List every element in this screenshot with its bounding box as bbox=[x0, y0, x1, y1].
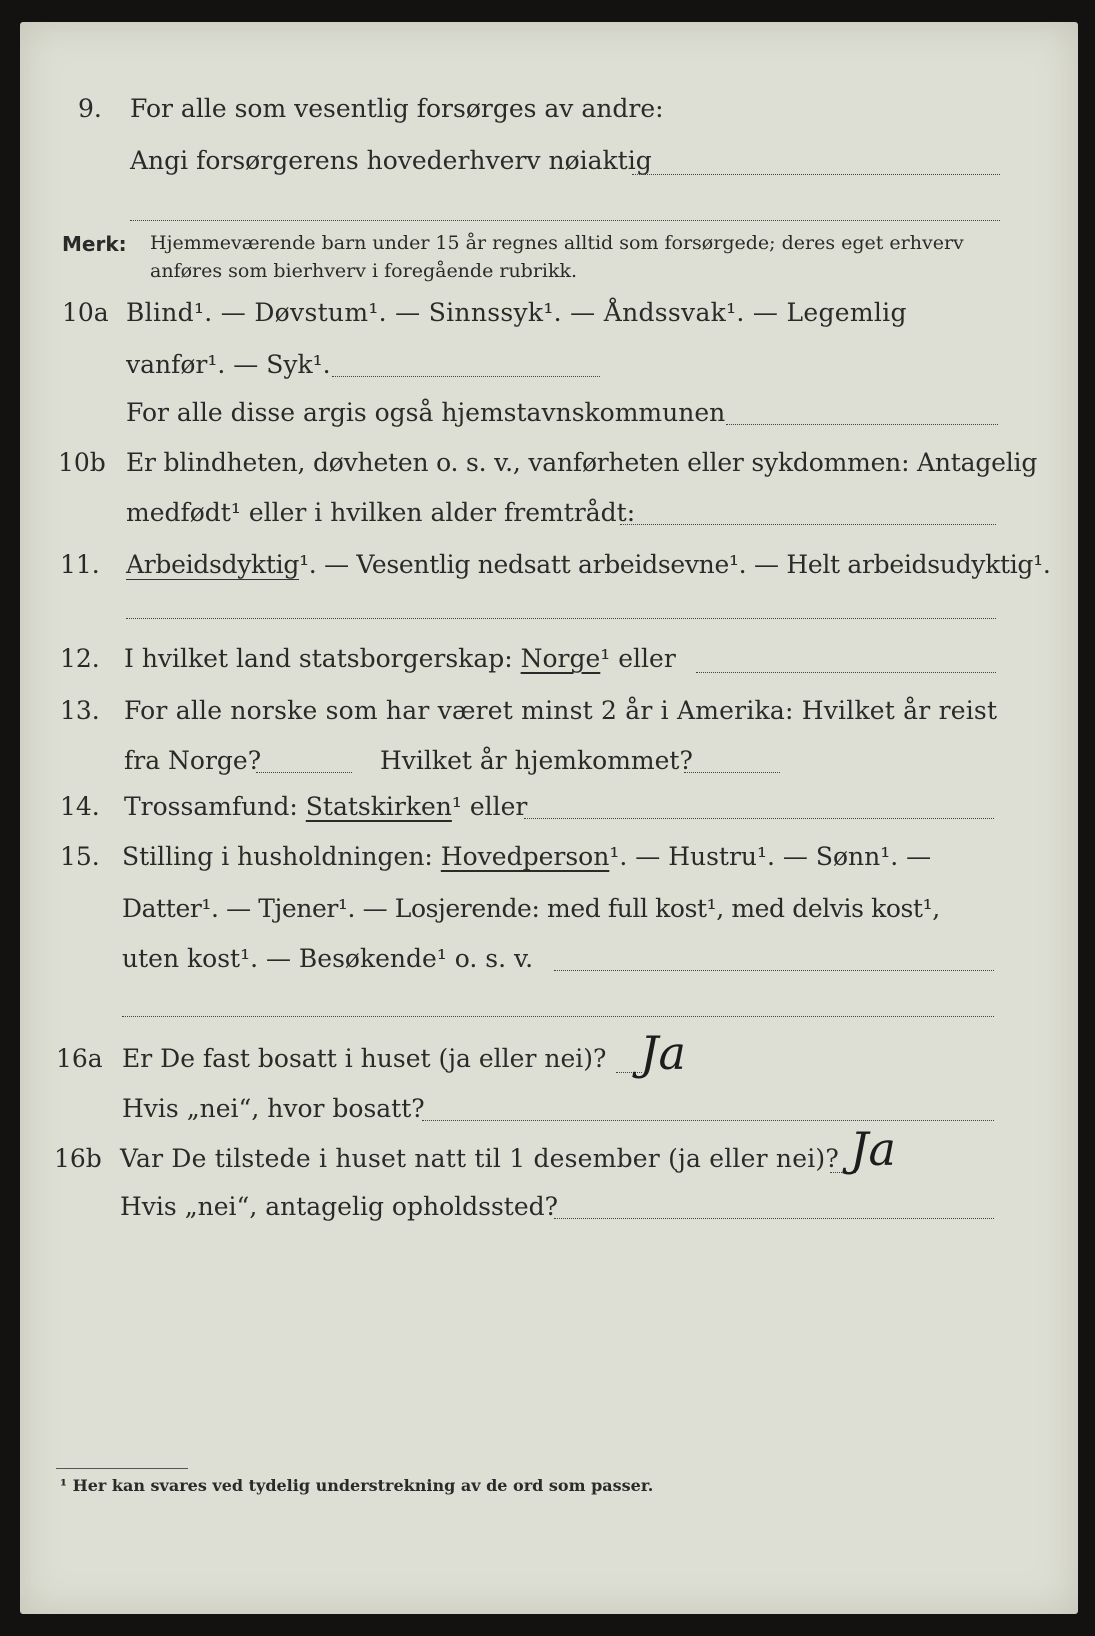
q15-line3: uten kost¹. — Besøkende¹ o. s. v. bbox=[122, 944, 534, 973]
q11-rest: ¹. — Vesentlig nedsatt arbeidsevne¹. — Helt arbeidsudyktig¹. bbox=[299, 550, 1051, 579]
q16a-bosatt-field[interactable] bbox=[422, 1120, 994, 1121]
q12-answer-field[interactable] bbox=[696, 672, 996, 673]
q13-line2b: Hvilket år hjemkommet? bbox=[380, 746, 693, 775]
q14-prefix: Trossamfund: bbox=[124, 792, 306, 821]
q14-answer-statskirken: Statskirken bbox=[305, 792, 452, 821]
q10b-number: 10b bbox=[58, 448, 106, 477]
q15-prefix: Stilling i husholdningen: bbox=[122, 842, 441, 871]
q10a-line3: For alle disse argis også hjemstavnskommunen bbox=[126, 398, 726, 427]
q16a-line1: Er De fast bosatt i huset (ja eller nei)? bbox=[122, 1044, 607, 1073]
q12-prefix: I hvilket land statsborgerskap: bbox=[124, 644, 521, 673]
merk-label: Merk: bbox=[62, 232, 127, 256]
q15-number: 15. bbox=[60, 842, 100, 871]
q12-suffix: ¹ eller bbox=[600, 644, 676, 673]
q13-number: 13. bbox=[60, 696, 100, 725]
q12-answer-norge: Norge bbox=[520, 644, 601, 673]
q16a-number: 16a bbox=[56, 1044, 103, 1073]
q9-line2: Angi forsørgerens hovederhverv nøiaktig bbox=[130, 146, 652, 175]
q15-suffix: ¹. — Hustru¹. — Sønn¹. — bbox=[609, 842, 932, 871]
q16a-answer-field[interactable] bbox=[616, 1072, 642, 1073]
q12-number: 12. bbox=[60, 644, 100, 673]
merk-line2: anføres som bierhverv i foregående rubrikk. bbox=[150, 260, 578, 282]
q10a-number: 10a bbox=[62, 298, 109, 327]
q10a-syk-field[interactable] bbox=[332, 376, 600, 377]
q16b-number: 16b bbox=[54, 1144, 102, 1173]
q16a-handwritten-answer: Ja bbox=[640, 1026, 686, 1080]
q11-line bbox=[126, 550, 1051, 580]
q11-arbeidsdyktig: Arbeidsdyktig bbox=[126, 550, 300, 579]
q15-line1 bbox=[122, 842, 931, 872]
footnote: ¹ Her kan svares ved tydelig understrekning av de ord som passer. bbox=[60, 1476, 654, 1495]
q14-answer-field[interactable] bbox=[524, 818, 994, 819]
footnote-divider bbox=[56, 1468, 188, 1469]
q10a-line1: Blind¹. — Døvstum¹. — Sinnssyk¹. — Åndssvak¹. — Legemlig bbox=[126, 298, 907, 327]
q11-number: 11. bbox=[60, 550, 100, 579]
q10a-line2: vanfør¹. — Syk¹. bbox=[126, 350, 331, 379]
q9-answer-field[interactable] bbox=[632, 174, 1000, 175]
q16a-line2: Hvis „nei“, hvor bosatt? bbox=[122, 1094, 425, 1123]
q15-answer-field-2[interactable] bbox=[122, 1016, 994, 1017]
q13-line2a: fra Norge? bbox=[124, 746, 262, 775]
merk-line1: Hjemmeværende barn under 15 år regnes alltid som forsørgede; deres eget erhverv bbox=[150, 232, 964, 254]
q11-answer-field[interactable] bbox=[126, 618, 996, 619]
q10b-line1: Er blindheten, døvheten o. s. v., vanførheten eller sykdommen: Antagelig bbox=[126, 448, 1038, 477]
q16b-handwritten-answer: Ja bbox=[850, 1122, 896, 1176]
q16b-opholdssted-field[interactable] bbox=[554, 1218, 994, 1219]
q13-line1: For alle norske som har været minst 2 år i Amerika: Hvilket år reist bbox=[124, 696, 998, 725]
q9-number: 9. bbox=[78, 94, 102, 123]
q15-answer-hovedperson: Hovedperson bbox=[440, 842, 610, 871]
q10a-hjemstavn-field[interactable] bbox=[726, 424, 998, 425]
q16b-line1: Var De tilstede i huset natt til 1 desember (ja eller nei)? bbox=[120, 1144, 839, 1173]
census-form-page bbox=[20, 22, 1078, 1614]
q14-number: 14. bbox=[60, 792, 100, 821]
q13-hjemkommet-field[interactable] bbox=[684, 772, 780, 773]
q9-answer-field-2[interactable] bbox=[130, 220, 1000, 221]
q9-line1: For alle som vesentlig forsørges av andre: bbox=[130, 94, 664, 123]
q15-line2: Datter¹. — Tjener¹. — Losjerende: med full kost¹, med delvis kost¹, bbox=[122, 894, 940, 923]
q15-answer-field[interactable] bbox=[554, 970, 994, 971]
q12-line bbox=[124, 644, 676, 674]
q16b-line2: Hvis „nei“, antagelig opholdssted? bbox=[120, 1192, 559, 1221]
q10b-answer-field[interactable] bbox=[620, 524, 996, 525]
q14-suffix: ¹ eller bbox=[451, 792, 528, 821]
q14-line bbox=[124, 792, 527, 822]
q10b-line2: medfødt¹ eller i hvilken alder fremtrådt: bbox=[126, 498, 636, 527]
q13-reist-field[interactable] bbox=[256, 772, 352, 773]
